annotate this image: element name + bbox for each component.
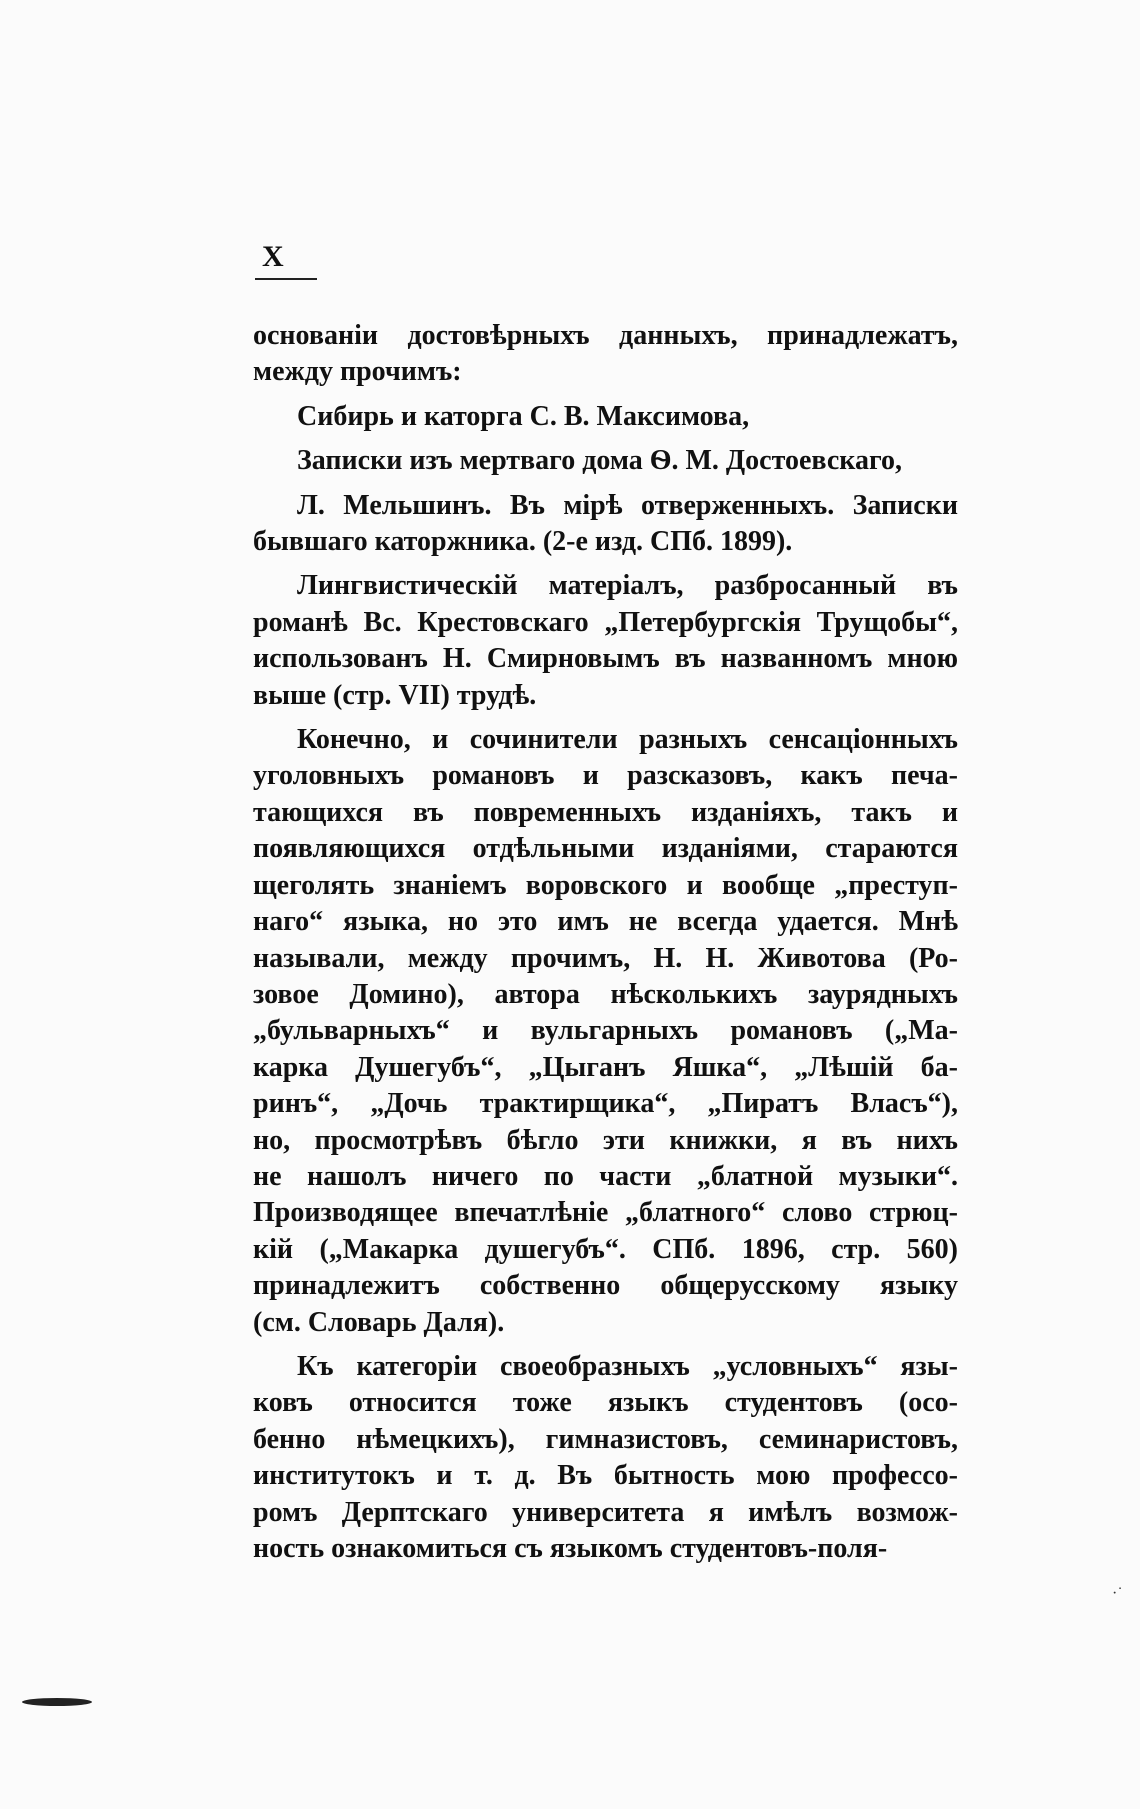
text-line: ность ознакомиться съ языкомъ студентовъ-поля- (253, 1533, 888, 1564)
text-line: романѣ Вс. Крестовскаго „Петербургскiя Трущобы“, (253, 606, 958, 638)
text-line: выше (стр. VII) трудѣ. (253, 679, 537, 711)
text-line: уголовныхъ романовъ и разсказовъ, какъ печа- (253, 760, 958, 792)
paragraph (253, 318, 958, 391)
text-line: зовое Домино), автора нѣсколькихъ заурядныхъ (253, 978, 958, 1010)
text-line: Къ категорiи своеобразныхъ „условныхъ“ язы- (297, 1350, 958, 1382)
paragraph (253, 399, 958, 435)
paragraph (253, 568, 958, 714)
paragraph (253, 488, 958, 561)
page-text (253, 318, 958, 1575)
text-line: кiй („Макарка душегубъ“. СПб. 1896, стр. 560) (253, 1233, 958, 1265)
text-line: Л. Мельшинъ. Въ мiрѣ отверженныхъ. Записки (297, 489, 958, 521)
text-line: не нашолъ ничего по части „блатной музыки“. (253, 1160, 958, 1192)
text-line: институтокъ и т. д. Въ бытность мою профессо- (253, 1460, 958, 1492)
text-line: принадлежитъ собственно общерусскому языку (253, 1270, 958, 1302)
scan-dots-mark: ·˙ (1112, 1585, 1123, 1602)
text-line: щеголять знанiемъ воровского и вообще „преступ- (253, 869, 958, 901)
text-line: основанiи достовѣрныхъ данныхъ, принадлежатъ, (253, 320, 958, 351)
paragraph (253, 1349, 958, 1567)
text-line: Лингвистическiй матерiалъ, разбросанный въ (297, 570, 958, 602)
text-line: но, просмотрѣвъ бѣгло эти книжки, я въ нихъ (253, 1124, 958, 1156)
text-line: „бульварныхъ“ и вульгарныхъ романовъ („Ма- (253, 1015, 958, 1047)
paragraph (253, 722, 958, 1341)
page-number: X (262, 240, 285, 273)
text-line: наго“ языка, но это имъ не всегда удается. Мнѣ (253, 906, 958, 938)
paragraph (253, 443, 958, 479)
page-number-rule (255, 278, 317, 280)
text-line: бенно нѣмецкихъ), гимназистовъ, семинаристовъ, (253, 1423, 958, 1455)
text-line: между прочимъ: (253, 356, 462, 388)
text-line: Записки изъ мертваго дома Ѳ. М. Достоевскаго, (297, 445, 903, 477)
text-line: тающихся въ повременныхъ изданiяхъ, такъ и (253, 796, 958, 828)
text-line: бывшаго каторжника. (2-е изд. СПб. 1899). (253, 526, 793, 558)
scan-smudge-mark (22, 1698, 92, 1706)
text-line: использованъ Н. Смирновымъ въ названномъ мною (253, 643, 958, 675)
text-line: Конечно, и сочинители разныхъ сенсацiонныхъ (297, 724, 958, 756)
text-line: (см. Словарь Даля). (253, 1306, 505, 1338)
text-line: карка Душегубъ“, „Цыганъ Яшка“, „Лѣшiй ба- (253, 1051, 958, 1083)
text-line: ковъ относится тоже языкъ студентовъ (осо- (253, 1387, 958, 1419)
text-line: называли, между прочимъ, Н. Н. Животова (Ро- (253, 942, 958, 974)
text-line: ромъ Дерптскаго университета я имѣлъ возмож- (253, 1496, 958, 1528)
text-line: Производящее впечатлѣнiе „блатного“ слово стрюц- (253, 1197, 958, 1229)
text-line: Сибирь и каторга С. В. Максимова, (297, 400, 750, 432)
text-line: появляющихся отдѣльными изданiями, стараются (253, 833, 958, 865)
text-line: ринъ“, „Дочь трактирщика“, „Пиратъ Власъ“), (253, 1088, 958, 1120)
